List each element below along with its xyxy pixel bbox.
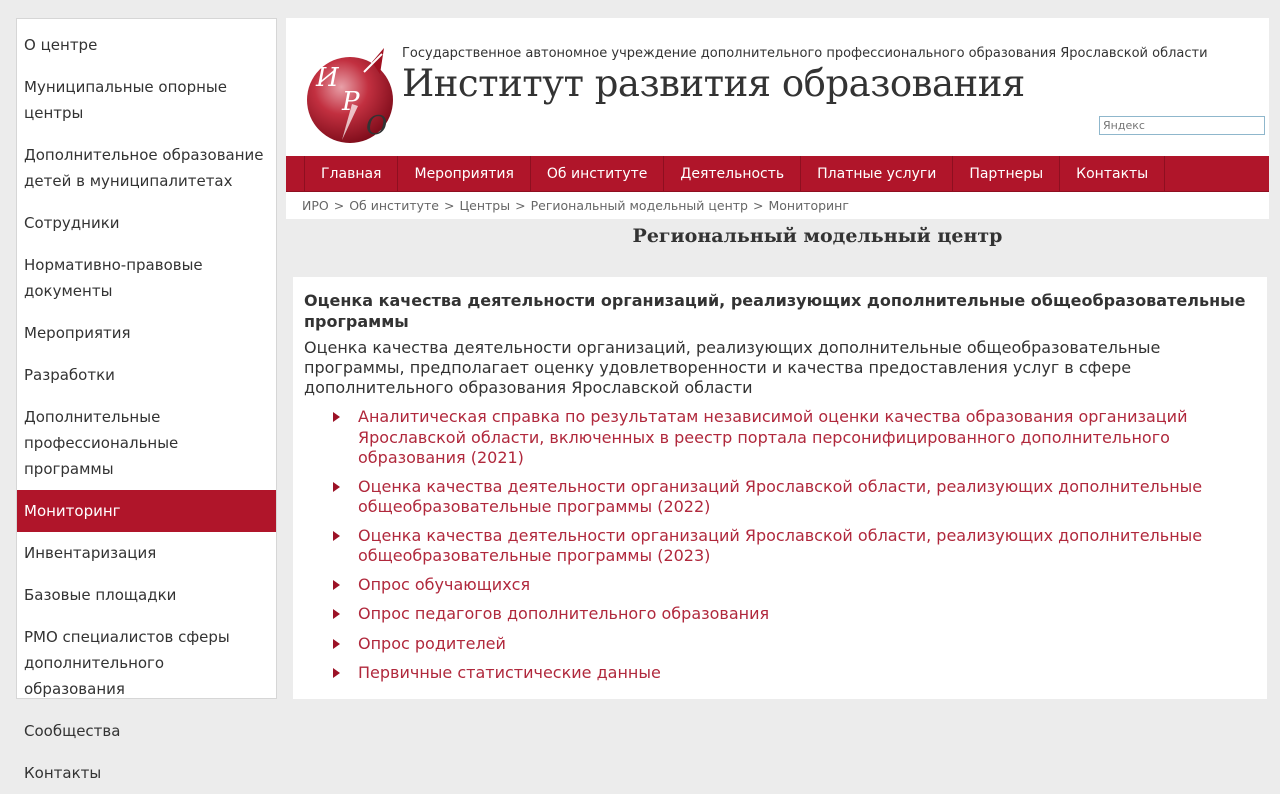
breadcrumb-item-about[interactable]: Об институте [349,198,439,213]
list-item [330,663,1230,684]
triangle-bullet-icon [333,609,340,619]
triangle-bullet-icon [333,639,340,649]
sidebar-item-developments[interactable]: Разработки [24,366,115,384]
breadcrumb-separator: > [443,198,455,213]
triangle-bullet-icon [333,412,340,422]
logo-letter-i: И [316,63,339,93]
search-input[interactable] [1099,116,1265,135]
nav-filler [1165,156,1269,191]
triangle-bullet-icon [333,531,340,541]
link-quality-assessment-2022[interactable]: Оценка качества деятельности организаций Ярославской области, реализующих дополнительные общеобразовательные программы (2022) [358,476,1203,516]
list-item [330,575,1230,596]
sidebar-item-base-sites[interactable]: Базовые площадки [24,586,177,604]
org-title[interactable]: Институт развития образования [402,62,1025,105]
iro-logo[interactable] [302,44,402,144]
list-item [330,477,1230,518]
triangle-bullet-icon [333,580,340,590]
list-item [330,604,1230,625]
sidebar-item-staff[interactable]: Сотрудники [24,214,120,232]
nav-item-contacts[interactable]: Контакты [1060,156,1165,191]
nav-item-events[interactable]: Мероприятия [398,156,530,191]
triangle-bullet-icon [333,482,340,492]
link-primary-statistics[interactable]: Первичные статистические данные [358,663,661,682]
sidebar-item-about[interactable]: О центре [24,36,98,54]
breadcrumb-item-monitoring[interactable]: Мониторинг [768,198,849,213]
main-nav [286,156,1269,192]
section-title: Оценка качества деятельности организаций, реализующих дополнительные общеобразовательные программы [304,291,1246,331]
content-panel [293,277,1267,699]
sidebar-item-events[interactable]: Мероприятия [24,324,131,342]
sidebar-item-inventory[interactable]: Инвентаризация [24,544,157,562]
monitoring-links [330,407,1230,684]
sidebar-item-additional-education[interactable]: Дополнительное образование детей в муниципалитетах [24,146,264,190]
breadcrumb-separator: > [515,198,526,213]
breadcrumb-item-iro[interactable]: ИРО [302,198,329,213]
list-item [330,526,1230,567]
org-subtitle: Государственное автономное учреждение дополнительного профессионального образования Ярославской области [402,46,1208,61]
sidebar-item-support-centers[interactable]: Муниципальные опорные центры [24,78,227,122]
intro-text: Оценка качества деятельности организаций, реализующих дополнительные общеобразовательные программы, предполагает оценку удовлетворенности и качества предоставления услуг в сфере дополнительного образования Ярославской области [304,338,1161,397]
breadcrumb-separator: > [752,198,764,213]
breadcrumb-bar [286,192,1269,219]
sidebar-item-communities[interactable]: Сообщества [24,722,121,740]
triangle-bullet-icon [333,668,340,678]
page-title: Региональный модельный центр [632,225,1003,247]
nav-item-paid-services[interactable]: Платные услуги [801,156,953,191]
sidebar-item-regulations[interactable]: Нормативно-правовые документы [24,256,203,300]
nav-item-activity[interactable]: Деятельность [664,156,801,191]
link-quality-assessment-2023[interactable]: Оценка качества деятельности организаций Ярославской области, реализующих дополнительные общеобразовательные программы (2023) [358,525,1203,565]
sidebar-item-professional-programs[interactable]: Дополнительные профессиональные программы [24,408,179,478]
nav-item-home[interactable]: Главная [304,156,398,191]
site-header [286,18,1269,156]
breadcrumb-item-centers[interactable]: Центры [459,198,511,213]
nav-item-partners[interactable]: Партнеры [953,156,1060,191]
sidebar-menu [16,18,277,782]
logo-letter-o: О [366,111,388,141]
list-item [330,407,1230,469]
link-teacher-survey[interactable]: Опрос педагогов дополнительного образования [358,604,770,623]
link-analytical-report-2021[interactable]: Аналитическая справка по результатам независимой оценки качества образования организаций Ярославской области, включенных в реестр портала персонифицированного дополнительного образования (2021) [358,407,1188,467]
logo-letter-r: Р [342,87,360,117]
breadcrumb [302,198,849,213]
sidebar-item-rmo[interactable]: РМО специалистов сферы дополнительного образования [24,628,230,698]
breadcrumb-item-regional-center[interactable]: Региональный модельный центр [530,198,748,213]
sidebar-item-monitoring[interactable]: Мониторинг [17,490,276,532]
breadcrumb-separator: > [333,198,345,213]
sidebar-item-contacts[interactable]: Контакты [24,764,102,782]
link-parent-survey[interactable]: Опрос родителей [358,633,506,653]
link-student-survey[interactable]: Опрос обучающихся [358,574,531,594]
nav-item-about[interactable]: Об институте [531,156,665,191]
list-item [330,634,1230,655]
